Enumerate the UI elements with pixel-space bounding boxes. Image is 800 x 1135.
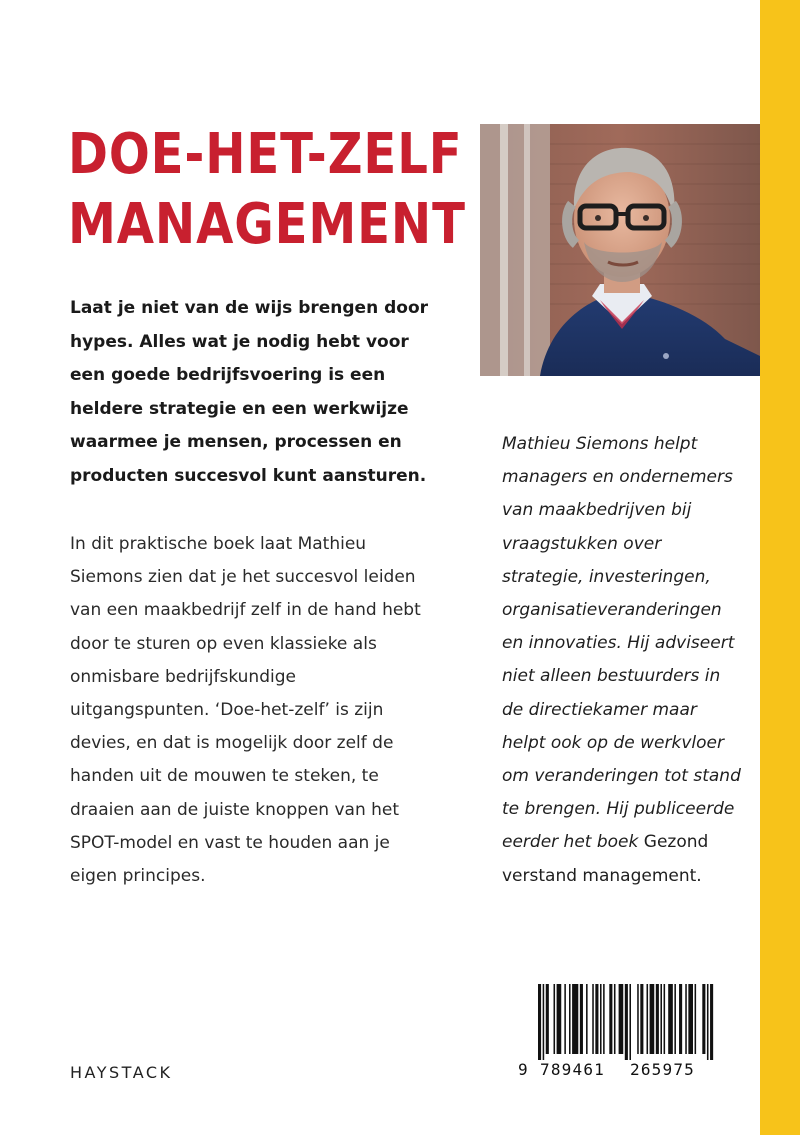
barcode-bar [603,984,605,1054]
barcode-bar [586,984,588,1054]
barcode-bar [557,984,562,1054]
author-bio-italic: Mathieu Siemons helpt managers en ondernemers van maakbedrijven bij vraagstukken over strategie, investeringen, organisatieveranderingen en innovaties. Hij adviseert niet alleen bestuurders in de directiekamer maar helpt ook op de werkvloer om veranderingen tot stand te brengen. Hij publiceerde eerder het boek [502,434,741,853]
barcode-bar [595,984,598,1054]
barcode-bar [656,984,659,1054]
barcode-bar [538,984,541,1060]
title-line-1: DOE-HET-ZELF [68,122,463,187]
barcode-bar [564,984,566,1054]
barcode-bar [543,984,545,1060]
barcode-bar [629,984,631,1060]
barcode-bar [674,984,676,1054]
barcode-bar [546,984,549,1054]
barcode-bar [660,984,662,1054]
barcode-bar [695,984,697,1054]
barcode-bar [679,984,682,1054]
publisher-logo: HAYSTACK [70,1063,173,1082]
barcode-bar [637,984,639,1054]
barcode-bar [650,984,655,1054]
barcode-bar [685,984,687,1054]
barcode-bar [702,984,705,1054]
barcode-bar [647,984,649,1054]
barcode-bar [710,984,713,1060]
author-bio [502,428,742,893]
barcode-bar [572,984,578,1054]
isbn-right-group: 265975 [630,1060,695,1079]
barcode-bar [592,984,594,1054]
barcode-bar [625,984,628,1060]
barcode-bar [640,984,643,1054]
barcode-bar [580,984,583,1054]
barcode-bar [600,984,602,1054]
book-title [68,120,466,260]
title-line-2: MANAGEMENT [68,192,466,257]
barcode-bar [554,984,556,1054]
body-paragraph: In dit praktische boek laat Mathieu Siemons zien dat je het succesvol leiden van een maakbedrijf zelf in de hand hebt door te sturen op even klassieke als onmisbare bedrijfskundige uitgangspunten. ‘Doe-het-zelf’ is zijn devies, en dat is mogelijk door zelf de handen uit de mouwen te steken, te draaien aan de juiste knoppen van het SPOT-model en vast te houden aan je eigen principes. [70,534,421,887]
barcode-bar [668,984,673,1054]
barcode-bar [609,984,612,1054]
author-bio-regular: Gezond verstand management. [502,832,709,886]
lead-paragraph: Laat je niet van de wijs brengen door hypes. Alles wat je nodig hebt voor een goede bedrijfsvoering is een heldere strategie en een werkwijze waarmee je mensen, processen en producten succesvol kunt aansturen. [70,298,429,486]
barcode-bar [614,984,616,1054]
barcode-bar [569,984,571,1054]
barcode-bar [619,984,624,1054]
isbn-left-group: 789461 [540,1060,605,1079]
author-photo [480,124,760,376]
barcode-bar [707,984,709,1060]
barcode-bar [688,984,693,1054]
spine-strip [760,0,800,1135]
isbn-first-digit: 9 [518,1060,528,1079]
barcode-bar [664,984,666,1054]
